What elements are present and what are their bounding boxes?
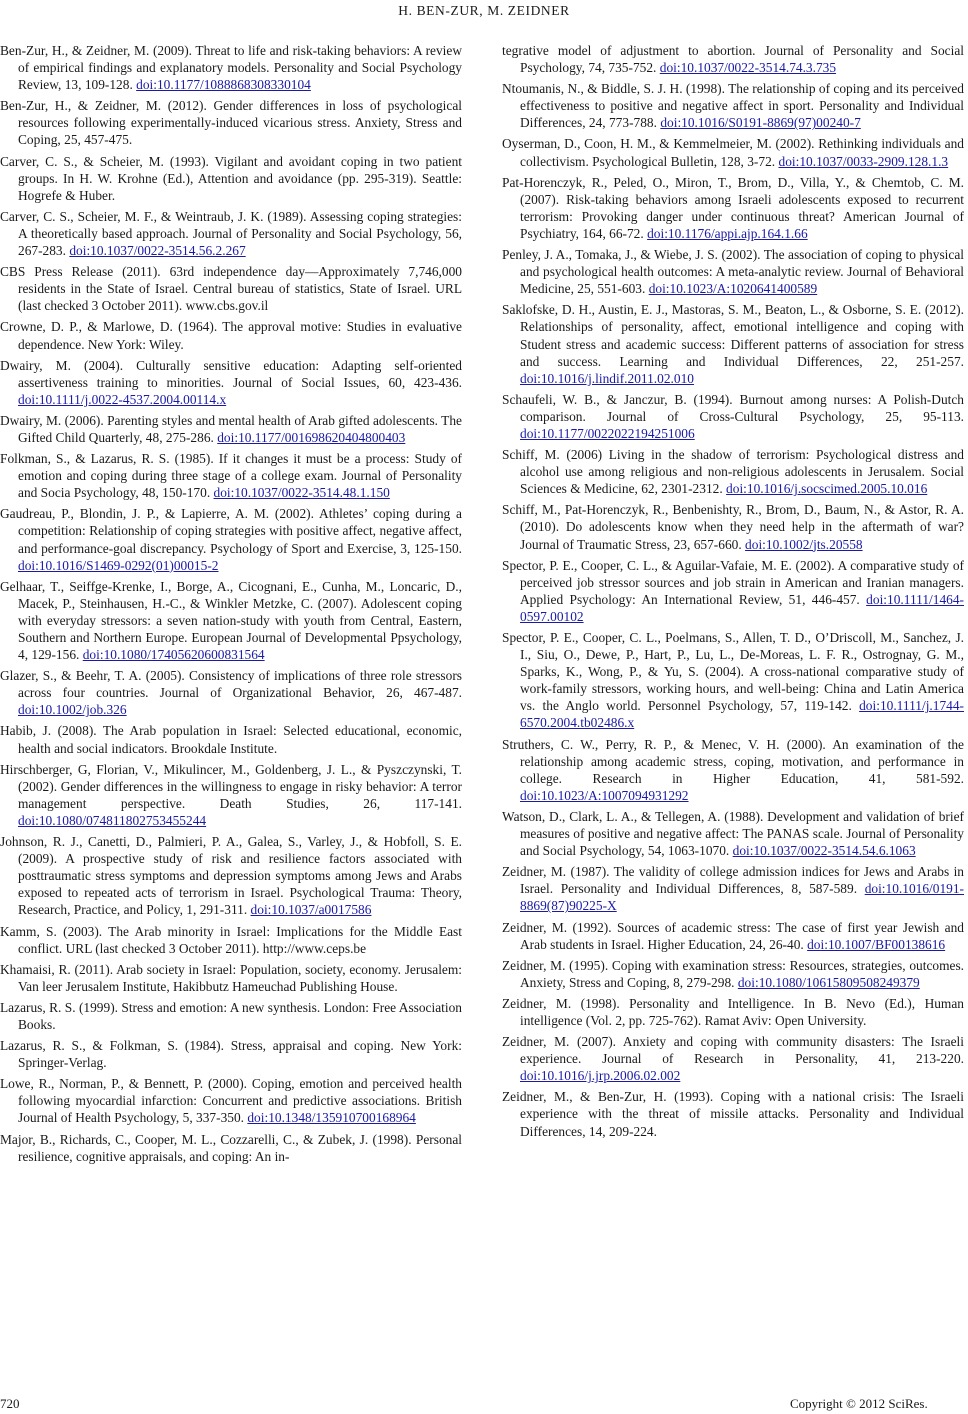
reference-entry: CBS Press Release (2011). 63rd independence day—Approximately 7,746,000 residents in the State of Israel. Central bureau of statistics, State of Israel. URL (last checked 3 October 2011). www.cbs.gov.il xyxy=(0,264,462,314)
reference-entry: Zeidner, M. (2007). Anxiety and coping with community disasters: The Israeli experience. Journal of Research in Personality, 41, 213-220. doi:10.1016/j.jrp.2006.02.002 xyxy=(502,1034,964,1084)
doi-link[interactable]: doi:10.1348/135910700168964 xyxy=(247,1110,416,1126)
reference-entry: Zeidner, M. (1995). Coping with examination stress: Resources, strategies, outcomes. Anxiety, Stress and Coping, 8, 279-298. doi:10.1080/10615809508249379 xyxy=(502,957,964,990)
doi-link[interactable]: doi:10.1177/001698620404800403 xyxy=(217,429,406,445)
doi-link[interactable]: doi:10.1016/j.lindif.2011.02.010 xyxy=(520,370,694,386)
reference-entry: Hirschberger, G, Florian, V., Mikulincer, M., Goldenberg, J. L., & Pyszczynski, T. (2002). Gender differences in the willingness to engage in risky behavior: A terror management perspective. Death Studies, 26, 117-141. doi:10.1080/074811802753455244 xyxy=(0,761,462,828)
reference-entry: Lazarus, R. S., & Folkman, S. (1984). Stress, appraisal and coping. New York: Springer-Verlag. xyxy=(0,1038,462,1071)
reference-entry: Dwairy, M. (2004). Culturally sensitive education: Adapting self-oriented assertiveness training to minorities. Journal of Social Issues, 60, 423-436. doi:10.1111/j.0022-4537.2004.00114.x xyxy=(0,357,462,407)
reference-entry: Zeidner, M. (1998). Personality and Intelligence. In B. Nevo (Ed.), Human intelligence (Vol. 2, pp. 725-762). Ramat Aviv: Open University. xyxy=(502,995,964,1028)
references-column-left xyxy=(0,42,462,1169)
reference-entry: Ntoumanis, N., & Biddle, S. J. H. (1998). The relationship of coping and its perceived effectiveness to positive and negative affect in sport. Personality and Individual Differences, 24, 773-788. doi:10.1016/S0191-8869(97)00240-7 xyxy=(502,81,964,131)
reference-entry: Johnson, R. J., Canetti, D., Palmieri, P. A., Galea, S., Varley, J., & Hobfoll, S. E. (2009). A prospective study of risk and resilience factors associated with posttraumatic stress symptoms and depression symptoms among Jews and Arabs exposed to repeated acts of terrorism in Israel. Psychological Trauma: Theory, Research, Practice, and Policy, 1, 291-311. doi:10.1037/a0017586 xyxy=(0,834,462,918)
reference-entry: Penley, J. A., Tomaka, J., & Wiebe, J. S. (2002). The association of coping to physical and psychological health outcomes: A meta-analytic review. Journal of Behavioral Medicine, 25, 551-603. doi:10.1023/A:1020641400589 xyxy=(502,247,964,297)
reference-entry: Folkman, S., & Lazarus, R. S. (1985). If it changes it must be a process: Study of emotion and coping during three stage of a college exam. Journal of Personality and Socia Psychology, 48, 150-170. doi:10.1037/0022-3514.48.1.150 xyxy=(0,451,462,501)
reference-entry: Zeidner, M. (1987). The validity of college admission indices for Jews and Arabs in Israel. Personality and Individual Differences, 8, 587-589. doi:10.1016/0191-8869(87)90225-X xyxy=(502,864,964,914)
doi-link[interactable]: doi:10.1176/appi.ajp.164.1.66 xyxy=(647,225,808,241)
reference-entry: Spector, P. E., Cooper, C. L., & Aguilar-Vafaie, M. E. (2002). A comparative study of perceived job stressor sources and job strain in American and Iranian managers. Applied Psychology: An International Review, 51, 446-457. doi:10.1111/1464-0597.00102 xyxy=(502,557,964,624)
reference-entry: Saklofske, D. H., Austin, E. J., Mastoras, S. M., Beaton, L., & Osborne, S. E. (2012). Relationships of personality, affect, emotional intelligence and coping with Student stress and academic success: Different patterns of association for stress and success. Learning and Individual Differences, 22, 251-257. doi:10.1016/j.lindif.2011.02.010 xyxy=(502,302,964,386)
reference-entry: Watson, D., Clark, L. A., & Tellegen, A. (1988). Development and validation of brief measures of positive and negative affect: The PANAS scale. Journal of Personality and Social Psychology, 54, 1063-1070. doi:10.1037/0022-3514.54.6.1063 xyxy=(502,808,964,859)
reference-entry: Gelhaar, T., Seiffge-Krenke, I., Borge, A., Cicognani, E., Cunha, M., Loncaric, D., Macek, P., Steinhausen, H.-C., & Winkler Metzke, C. (2007). Adolescent coping with everyday stressors: a seven nation-study with youth from Central, Eastern, Southern and Northern Europe. European Journal of Developmental Ppsychology, 4, 129-156. doi:10.1080/17405620600831564 xyxy=(0,578,462,663)
doi-link[interactable]: doi:10.1016/j.socscimed.2005.10.016 xyxy=(726,481,928,497)
doi-link[interactable]: doi:10.1037/0022-3514.74.3.735 xyxy=(659,60,837,76)
doi-link[interactable]: doi:10.1037/0022-3514.48.1.150 xyxy=(213,485,390,501)
doi-link[interactable]: doi:10.1023/A:1007094931292 xyxy=(520,787,689,803)
reference-entry: Pat-Horenczyk, R., Peled, O., Miron, T., Brom, D., Villa, Y., & Chemtob, C. M. (2007). Risk-taking behaviors among Israeli adolescents exposed to recurrent terrorism: Provoking danger under continuous threat? American Journal of Psychiatry, 164, 66-72. doi:10.1176/appi.ajp.164.1.66 xyxy=(502,174,964,241)
doi-link[interactable]: doi:10.1037/0022-3514.54.6.1063 xyxy=(732,843,916,859)
page-number: 720 xyxy=(0,1396,20,1411)
doi-link[interactable]: doi:10.1037/a0017586 xyxy=(250,902,372,918)
reference-entry: Lazarus, R. S. (1999). Stress and emotion: A new synthesis. London: Free Association Books. xyxy=(0,999,462,1032)
reference-entry: Schiff, M. (2006) Living in the shadow of terrorism: Psychological distress and alcohol use among religious and non-religious adolescents in Jerusalem. Social Sciences & Medicine, 62, 2301-2312. doi:10.1016/j.socscimed.2005.10.016 xyxy=(502,447,964,497)
reference-entry: Zeidner, M. (1992). Sources of academic stress: The case of first year Jewish and Arab students in Israel. Higher Education, 24, 26-40. doi:10.1007/BF00138616 xyxy=(502,919,964,952)
reference-entry: Carver, C. S., & Scheier, M. (1993). Vigilant and avoidant coping in two patient groups. In H. W. Krohne (Ed.), Attention and avoidance (pp. 295-319). Seattle: Hogrefe & Huber. xyxy=(0,153,462,203)
reference-entry: Lowe, R., Norman, P., & Bennett, P. (2000). Coping, emotion and perceived health following myocardial infarction: Concurrent and predictive associations. British Journal of Health Psychology, 5, 337-350. doi:10.1348/135910700168964 xyxy=(0,1076,462,1126)
reference-entry: Oyserman, D., Coon, H. M., & Kemmelmeier, M. (2002). Rethinking individuals and collectivism. Psychological Bulletin, 128, 3-72. doi:10.1037/0033-2909.128.1.3 xyxy=(502,136,964,169)
reference-entry: Schiff, M., Pat-Horenczyk, R., Benbenishty, R., Brom, D., Baum, N., & Astor, R. A. (2010). Do adolescents know when they need help in the aftermath of war? Journal of Traumatic Stress, 23, 657-660. doi:10.1002/jts.20558 xyxy=(502,502,964,552)
doi-link[interactable]: doi:10.1111/j.1744-6570.2004.tb02486.x xyxy=(520,698,964,731)
reference-entry: Carver, C. S., Scheier, M. F., & Weintraub, J. K. (1989). Assessing coping strategies: A theoretically based approach. Journal of Personality and Social Psychology, 56, 267-283. doi:10.1037/0022-3514.56.2.267 xyxy=(0,208,462,259)
doi-link[interactable]: doi:10.1177/0022022194251006 xyxy=(520,425,695,441)
doi-link[interactable]: doi:10.1111/1464-0597.00102 xyxy=(520,591,964,624)
doi-link[interactable]: doi:10.1002/job.326 xyxy=(18,702,127,718)
doi-link[interactable]: doi:10.1007/BF00138616 xyxy=(807,936,946,952)
doi-link[interactable]: doi:10.1080/17405620600831564 xyxy=(82,647,265,663)
doi-link[interactable]: doi:10.1080/10615809508249379 xyxy=(737,974,920,990)
reference-entry: Ben-Zur, H., & Zeidner, M. (2009). Threat to life and risk-taking behaviors: A review of empirical findings and explanatory models. Personality and Social Psychology Review, 13, 109-128. doi:10.1177/1088868308330104 xyxy=(0,43,462,93)
reference-entry: Habib, J. (2008). The Arab population in Israel: Selected educational, economic, health and social indicators. Brookdale Institute. xyxy=(0,723,462,756)
doi-link[interactable]: doi:10.1037/0022-3514.56.2.267 xyxy=(69,243,246,259)
doi-link[interactable]: doi:10.1080/074811802753455244 xyxy=(18,812,207,828)
reference-entry: Ben-Zur, H., & Zeidner, M. (2012). Gender differences in loss of psychological resources following experimentally-induced vicarious stress. Anxiety, Stress and Coping, 25, 457-475. xyxy=(0,98,462,148)
references-column-right xyxy=(502,42,964,1144)
doi-link[interactable]: doi:10.1016/S1469-0292(01)00015-2 xyxy=(18,557,219,573)
reference-entry: Zeidner, M., & Ben-Zur, H. (1993). Coping with a national crisis: The Israeli experience with the threat of missile attacks. Personality and Individual Differences, 14, 209-224. xyxy=(502,1089,964,1139)
reference-entry-continued: tegrative model of adjustment to abortion. Journal of Personality and Social Psychology, 74, 735-752. doi:10.1037/0022-3514.74.3.735 xyxy=(502,43,964,76)
doi-link[interactable]: doi:10.1002/jts.20558 xyxy=(745,536,863,552)
reference-entry: Gaudreau, P., Blondin, J. P., & Lapierre, A. M. (2002). Athletes’ coping during a competition: Relationship of coping strategies with positive affect, negative affect, and performance-goal discrepancy. Psychology of Sport and Exercise, 3, 125-150. doi:10.1016/S1469-0292(01)00015-2 xyxy=(0,506,462,573)
doi-link[interactable]: doi:10.1111/j.0022-4537.2004.00114.x xyxy=(18,391,227,407)
doi-link[interactable]: doi:10.1016/0191-8869(87)90225-X xyxy=(520,881,964,914)
doi-link[interactable]: doi:10.1016/j.jrp.2006.02.002 xyxy=(520,1068,681,1084)
reference-entry: Glazer, S., & Beehr, T. A. (2005). Consistency of implications of three role stressors across four countries. Journal of Organizational Behavior, 26, 467-487. doi:10.1002/job.326 xyxy=(0,668,462,718)
copyright-notice: Copyright © 2012 SciRes. xyxy=(790,1396,928,1411)
running-head: H. BEN-ZUR, M. ZEIDNER xyxy=(398,3,570,18)
doi-link[interactable]: doi:10.1016/S0191-8869(97)00240-7 xyxy=(660,115,861,131)
reference-entry: Kamm, S. (2003). The Arab minority in Israel: Implications for the Middle East conflict. URL (last checked 3 October 2011). http://www.ceps.be xyxy=(0,923,462,956)
doi-link[interactable]: doi:10.1023/A:1020641400589 xyxy=(648,281,818,297)
reference-entry: Schaufeli, W. B., & Janczur, B. (1994). Burnout among nurses: A Polish-Dutch comparison. Journal of Cross-Cultural Psychology, 25, 95-113. doi:10.1177/0022022194251006 xyxy=(502,391,964,441)
reference-entry: Struthers, C. W., Perry, R. P., & Menec, V. H. (2000). An examination of the relationship among academic stress, coping, motivation, and performance in college. Research in Higher Education, 41, 581-592. doi:10.1023/A:1007094931292 xyxy=(502,736,964,803)
reference-entry: Khamaisi, R. (2011). Arab society in Israel: Population, society, economy. Jerusalem: Van leer Jerusalem Institute, Hakibbutz Hameuchad Publishing House. xyxy=(0,961,462,994)
doi-link[interactable]: doi:10.1037/0033-2909.128.1.3 xyxy=(778,153,949,169)
reference-entry: Crowne, D. P., & Marlowe, D. (1964). The approval motive: Studies in evaluative dependence. New York: Wiley. xyxy=(0,319,462,352)
doi-link[interactable]: doi:10.1177/1088868308330104 xyxy=(136,77,311,93)
reference-entry: Dwairy, M. (2006). Parenting styles and mental health of Arab gifted adolescents. The Gifted Child Quarterly, 48, 275-286. doi:10.1177/001698620404800403 xyxy=(0,412,462,445)
reference-entry: Spector, P. E., Cooper, C. L., Poelmans, S., Allen, T. D., O’Driscoll, M., Sanchez, J. I., Siu, O., Dewe, P., Hart, P., Lu, L., De-Moreas, L. F. R., Ostrognay, G. M., Sparks, K., Wong, P., & Yu, S. (2004). A cross-national comparative study of work-family stressors, working hours, and well-being: China and Latin America vs. the Anglo world. Personnel Psychology, 57, 119-142. doi:10.1111/j.1744-6570.2004.tb02486.x xyxy=(502,630,964,731)
reference-entry: Major, B., Richards, C., Cooper, M. L., Cozzarelli, C., & Zubek, J. (1998). Personal resilience, cognitive appraisals, and coping: An in- xyxy=(0,1131,462,1164)
